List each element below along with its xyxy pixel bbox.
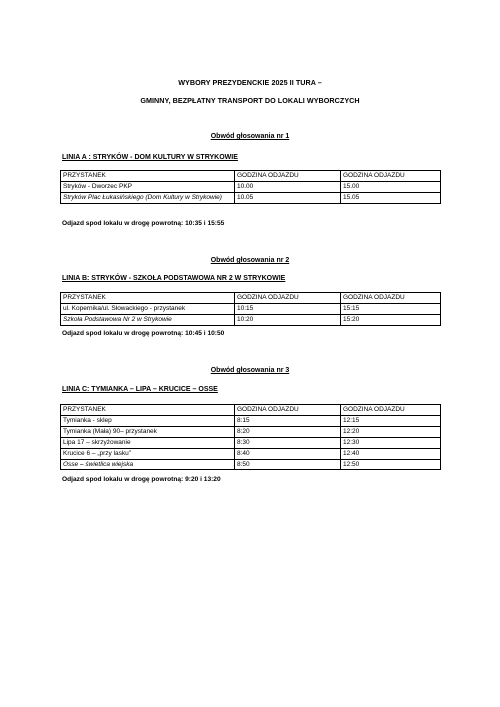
departure-time-cell: 10.00 [235, 181, 341, 192]
section-heading-3: Obwód głosowania nr 3 [210, 367, 290, 374]
departure-time-cell: 8:20 [235, 426, 341, 437]
return-time-note-3: Odjazd spod lokalu w drogę powrotną: 9:20 i 13:20 [62, 476, 221, 483]
line-heading-a: LINIA A : STRYKÓW - DOM KULTURY W STRYKOWIE [62, 154, 238, 161]
table-row [61, 426, 441, 437]
departure-time-cell: 12:50 [341, 459, 441, 470]
departure-time-cell: 15:20 [341, 314, 441, 325]
table-row [61, 192, 441, 203]
header-cell: GODZINA ODJAZDU [341, 405, 441, 416]
stop-name-cell: Stryków - Dworzec PKP [61, 181, 235, 192]
table-row [61, 181, 441, 192]
document-title-line1: WYBORY PREZYDENCKIE 2025 II TURA – [178, 78, 322, 87]
stop-name-cell: Krucice 6 – „przy lasku” [61, 448, 235, 459]
table-row [61, 314, 441, 325]
line-heading-c: LINIA C: TYMIANKA – LIPA – KRUCICE – OSSE [62, 386, 218, 393]
departure-time-cell: 12:15 [341, 415, 441, 426]
header-cell: PRZYSTANEK [61, 171, 235, 182]
departure-time-cell: 15.00 [341, 181, 441, 192]
stop-name-cell: Tymianka (Mała) 90– przystanek [61, 426, 235, 437]
table-header-row [61, 293, 441, 304]
stop-name-cell: Tymianka - sklep [61, 415, 235, 426]
document-title-line2: GMINNY, BEZPŁATNY TRANSPORT DO LOKALI WYBORCZYCH [140, 96, 360, 105]
table-row [61, 459, 441, 470]
table-row [61, 437, 441, 448]
departure-time-cell: 10:15 [235, 303, 341, 314]
return-time-note-2: Odjazd spod lokalu w drogę powrotną: 10:45 i 10:50 [62, 330, 225, 337]
stop-name-cell: Szkoła Podstawowa Nr 2 w Strykowie [61, 314, 235, 325]
schedule-table-1 [60, 170, 441, 204]
departure-time-cell: 10.05 [235, 192, 341, 203]
return-time-note-1: Odjazd spod lokalu w drogę powrotną: 10:35 i 15:55 [62, 220, 225, 227]
header-cell: GODZINA ODJAZDU [235, 405, 341, 416]
header-cell: GODZINA ODJAZDU [235, 171, 341, 182]
header-cell: GODZINA ODJAZDU [235, 293, 341, 304]
schedule-table-3 [60, 404, 441, 470]
departure-time-cell: 8:40 [235, 448, 341, 459]
header-cell: PRZYSTANEK [61, 405, 235, 416]
line-heading-b: LINIA B: STRYKÓW - SZKOŁA PODSTAWOWA NR 2 W STRYKOWIE [62, 275, 286, 282]
section-heading-2: Obwód głosowania nr 2 [210, 257, 290, 264]
header-cell: GODZINA ODJAZDU [341, 293, 441, 304]
departure-time-cell: 15:15 [341, 303, 441, 314]
departure-time-cell: 8:50 [235, 459, 341, 470]
stop-name-cell: ul. Kopernika/ul. Słowackiego - przystanek [61, 303, 235, 314]
stop-name-cell: Stryków Plac Łukasińskiego (Dom Kultury w Strykowie) [61, 192, 235, 203]
table-header-row [61, 171, 441, 182]
section-heading-1: Obwód głosowania nr 1 [210, 133, 290, 140]
header-cell: PRZYSTANEK [61, 293, 235, 304]
departure-time-cell: 15.05 [341, 192, 441, 203]
departure-time-cell: 12:40 [341, 448, 441, 459]
header-cell: GODZINA ODJAZDU [341, 171, 441, 182]
table-header-row [61, 405, 441, 416]
departure-time-cell: 8:30 [235, 437, 341, 448]
departure-time-cell: 10:20 [235, 314, 341, 325]
departure-time-cell: 12:30 [341, 437, 441, 448]
stop-name-cell: Lipa 17 – skrzyżowanie [61, 437, 235, 448]
table-row [61, 303, 441, 314]
schedule-table-2 [60, 292, 441, 326]
table-row [61, 448, 441, 459]
stop-name-cell: Osse – świetlica wiejska [61, 459, 235, 470]
departure-time-cell: 12:20 [341, 426, 441, 437]
table-row [61, 415, 441, 426]
departure-time-cell: 8:15 [235, 415, 341, 426]
